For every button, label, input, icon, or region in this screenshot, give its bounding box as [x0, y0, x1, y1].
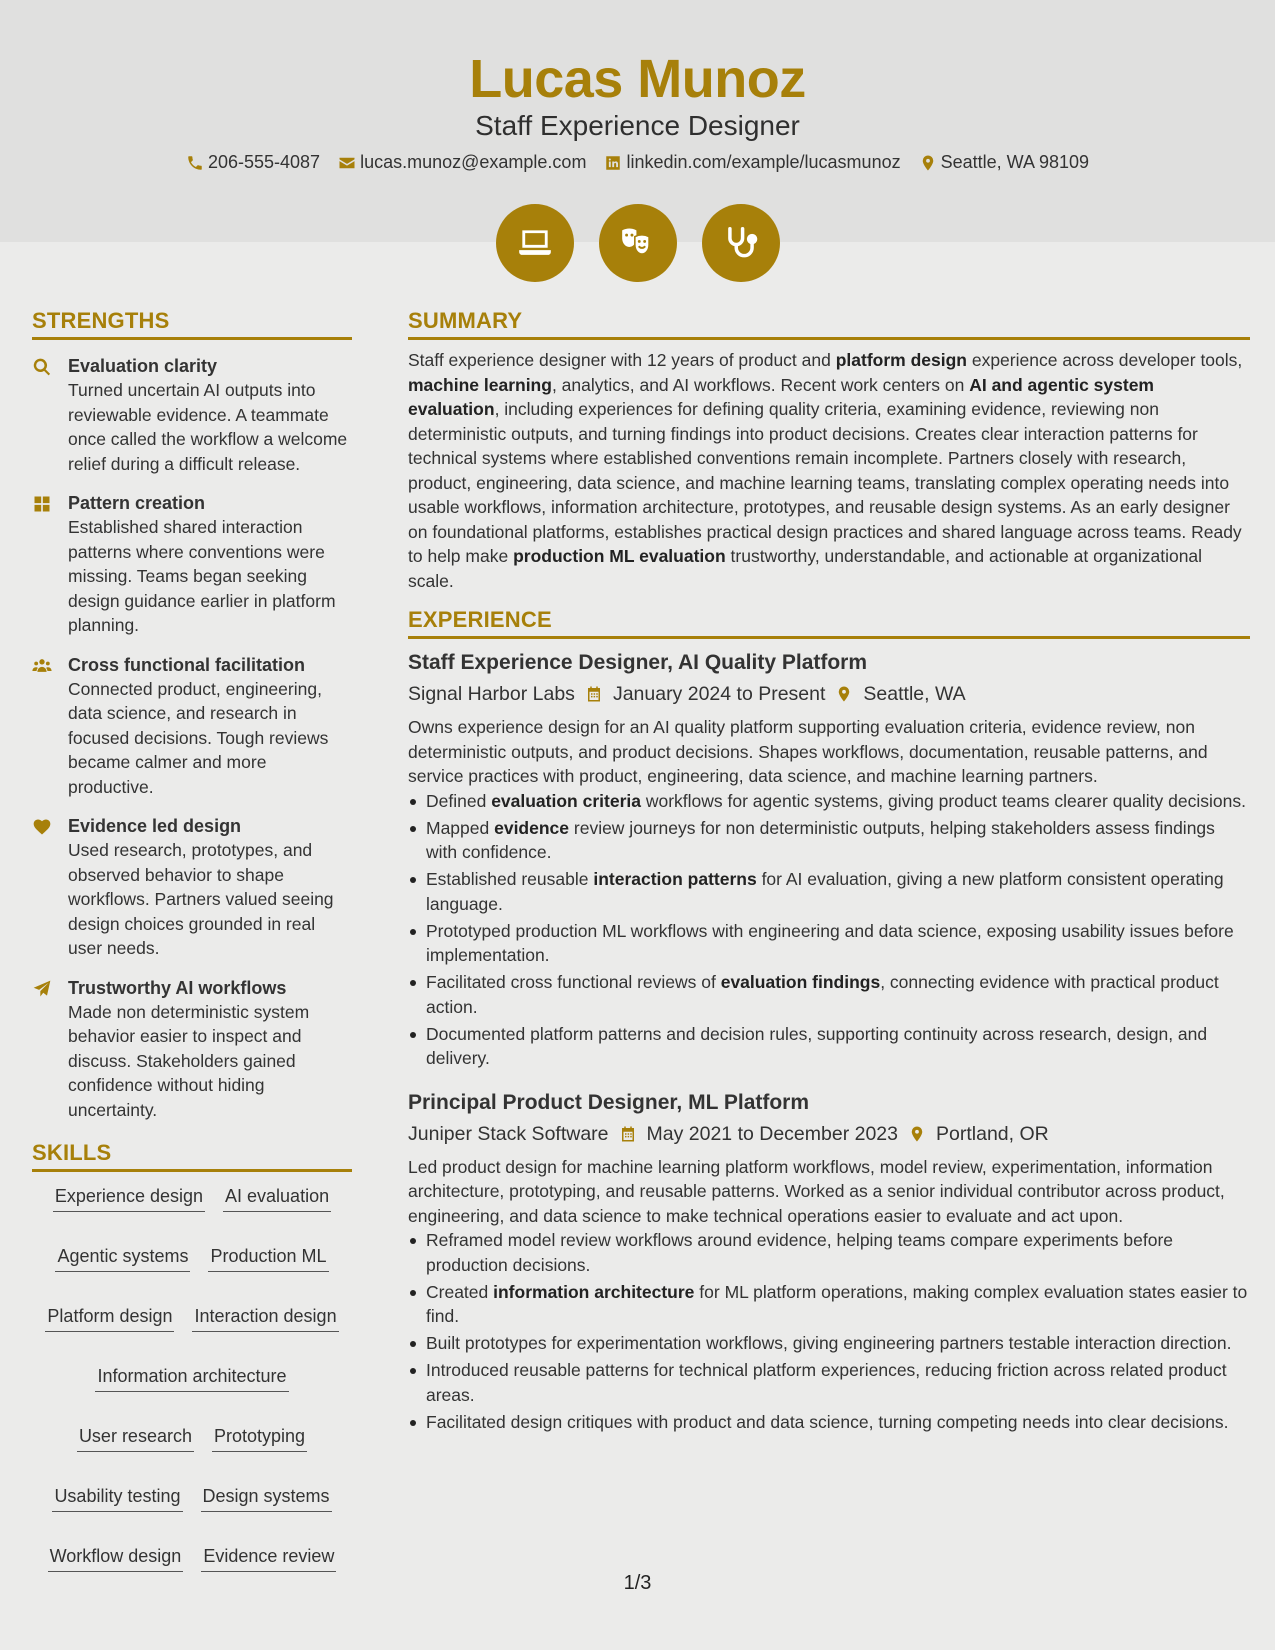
bullet-item	[408, 867, 1250, 916]
job-meta	[408, 1121, 1250, 1147]
bullet-item	[408, 1358, 1250, 1407]
text-run: Introduced reusable patterns for technical platform experiences, reducing friction across related product areas.	[426, 1360, 1227, 1405]
text-run: Mapped	[426, 817, 495, 838]
text-run: experience across developer tools,	[966, 350, 1243, 370]
experience-section	[408, 607, 1250, 1434]
candidate-name: Lucas Munoz	[469, 49, 806, 109]
job-meta	[408, 681, 1250, 707]
skill-tag: Platform design	[45, 1304, 174, 1332]
text-run: workflows for agentic systems, giving product teams clearer quality decisions.	[640, 790, 1246, 811]
skill-tag: User research	[77, 1424, 194, 1452]
theater-masks-icon	[619, 224, 657, 262]
text-run: for ML platform operations, making complex evaluation states easier to find.	[426, 1281, 1248, 1326]
strength-desc: Made non deterministic system behavior easier to inspect and discuss. Stakeholders gained confidence without hiding uncertainty.	[68, 1001, 310, 1120]
job-location: Portland, OR	[936, 1122, 1049, 1145]
text-run: Created	[426, 1281, 494, 1302]
job-entry	[408, 1089, 1250, 1435]
emphasis-text: AI and agentic system evaluation	[408, 374, 1154, 419]
bullet-item	[408, 789, 1250, 814]
job-description: Owns experience design for an AI quality platform supporting evaluation criteria, evidence review, non deterministic outputs, and product decisions. Shapes workflows, documentation, reusable patterns, and service practices with product, engineering, data science, and machine learning partners.	[408, 717, 1208, 786]
strength-title: Evaluation clarity	[68, 356, 218, 376]
strength-title: Evidence led design	[68, 816, 242, 836]
contact-email[interactable]	[338, 152, 586, 173]
bullet-item	[408, 919, 1250, 968]
page-number: 1/3	[623, 1572, 652, 1594]
contact-text: lucas.munoz@example.com	[360, 152, 587, 172]
badge-masks	[599, 204, 677, 282]
skill-tag: Information architecture	[95, 1364, 288, 1392]
badge-row	[0, 204, 1275, 282]
emphasis-text: evidence	[494, 817, 570, 838]
section-heading-experience: EXPERIENCE	[408, 607, 1250, 639]
badge-stethoscope	[702, 204, 780, 282]
skill-tag: Workflow design	[48, 1544, 184, 1572]
contact-phone[interactable]	[186, 152, 320, 173]
calendar-icon	[585, 685, 603, 703]
linkedin-icon	[604, 154, 622, 172]
job-bullets	[408, 789, 1250, 1071]
job-location: Seattle, WA	[863, 683, 966, 705]
summary-text	[408, 348, 1250, 593]
job-entry	[408, 649, 1250, 1071]
strengths-section	[32, 308, 352, 1122]
strength-item	[32, 354, 352, 476]
skill-tag: Production ML	[208, 1244, 328, 1272]
job-title: Staff Experience Designer, AI Quality Platform	[408, 651, 868, 674]
strength-desc: Established shared interaction patterns where conventions were missing. Teams began seeking design guidance earlier in platform planning.	[68, 517, 336, 635]
skill-tag: Design systems	[201, 1484, 332, 1512]
strength-desc: Turned uncertain AI outputs into reviewable evidence. A teammate once called the workflow a welcome relief during a difficult release.	[68, 380, 348, 474]
stethoscope-icon	[722, 224, 760, 262]
text-run: review journeys for non deterministic outputs, helping stakeholders assess findings with confidence.	[426, 817, 1215, 862]
job-title: Principal Product Designer, ML Platform	[408, 1090, 810, 1114]
left-column	[32, 308, 352, 1572]
emphasis-text: production ML evaluation	[513, 546, 726, 566]
job-dates: May 2021 to December 2023	[646, 1122, 898, 1145]
users-icon	[32, 656, 52, 676]
contact-linkedin[interactable]	[604, 152, 900, 173]
text-run: Prototyped production ML workflows with engineering and data science, exposing usability issues before implementation.	[426, 920, 1234, 965]
summary-section	[408, 308, 1250, 593]
text-run: Documented platform patterns and decision rules, supporting continuity across research, design, and delivery.	[426, 1023, 1208, 1068]
heart-icon	[32, 817, 52, 837]
skill-tag: Evidence review	[201, 1544, 336, 1572]
calendar-icon	[619, 1125, 637, 1143]
paper-plane-icon	[32, 979, 52, 999]
bullet-item	[408, 970, 1250, 1019]
bullet-item	[408, 1410, 1250, 1435]
bullet-item	[408, 816, 1250, 865]
text-run: , including experiences for defining quality criteria, examining evidence, reviewing non deterministic outputs, and turning findings into product decisions. Creates clear interaction patterns for technical systems where established conventions remain incomplete. Partners closely with research, product, engineering, data science, and machine learning teams, translating complex operating needs into usable workflows, information architecture, prototypes, and reusable design systems. As an early designer on foundational platforms, establishes practical design practices and shared language across teams. Ready to help make	[408, 399, 1242, 566]
contact-bar	[0, 152, 1275, 173]
strength-item	[32, 491, 352, 638]
bullet-item	[408, 1022, 1250, 1071]
skill-tag: Interaction design	[192, 1304, 338, 1332]
text-run: Defined	[426, 790, 492, 811]
bullet-item	[408, 1331, 1250, 1356]
skills-section	[32, 1140, 352, 1572]
candidate-title: Staff Experience Designer	[475, 110, 800, 141]
job-description: Led product design for machine learning platform workflows, model review, experimentation, information architecture, prototyping, and reusable patterns. Worked as a senior individual contributor across product, engineering, and data science to make technical operations easier to evaluate and act upon.	[408, 1156, 1225, 1226]
laptop-code-icon	[516, 224, 554, 262]
emphasis-text: evaluation criteria	[491, 790, 641, 811]
job-company: Juniper Stack Software	[408, 1122, 609, 1145]
email-icon	[338, 154, 356, 172]
contact-text: linkedin.com/example/lucasmunoz	[626, 152, 901, 172]
job-company: Signal Harbor Labs	[408, 683, 575, 705]
location-pin-icon	[919, 154, 937, 172]
skill-tag: Agentic systems	[55, 1244, 190, 1272]
contact-location	[919, 152, 1089, 173]
text-run: Established reusable	[426, 869, 594, 889]
strength-title: Cross functional facilitation	[68, 654, 306, 675]
strength-title: Trustworthy AI workflows	[68, 977, 287, 998]
skills-list	[32, 1184, 352, 1572]
emphasis-text: information architecture	[493, 1281, 695, 1302]
text-run: Built prototypes for experimentation workflows, giving engineering partners testable interaction direction.	[426, 1333, 1232, 1353]
strength-title: Pattern creation	[68, 493, 206, 513]
right-column	[408, 308, 1250, 1437]
bullet-item	[408, 1228, 1250, 1277]
text-run: , connecting evidence with practical product action.	[426, 972, 1219, 1017]
section-heading-summary: SUMMARY	[408, 308, 1250, 340]
skill-tag: Prototyping	[212, 1424, 307, 1452]
search-icon	[32, 357, 52, 377]
contact-text: 206-555-4087	[207, 152, 321, 172]
text-run: for AI evaluation, giving a new platform consistent operating language.	[426, 869, 1224, 914]
emphasis-text: platform design	[835, 350, 967, 370]
emphasis-text: machine learning	[408, 374, 552, 395]
phone-icon	[186, 154, 204, 172]
location-pin-icon	[908, 1125, 926, 1143]
text-run: Facilitated cross functional reviews of	[426, 972, 721, 992]
text-run: Reframed model review workflows around evidence, helping teams compare experiments before production decisions.	[426, 1230, 1174, 1275]
text-run: Staff experience designer with 12 years of product and	[408, 350, 836, 370]
skill-tag: AI evaluation	[223, 1184, 331, 1212]
text-run: Facilitated design critiques with product and data science, turning competing needs into clear decisions.	[426, 1411, 1229, 1432]
text-run: trustworthy, understandable, and actionable at organizational scale.	[408, 546, 1203, 591]
strength-desc: Connected product, engineering, data science, and research in focused decisions. Tough reviews became calmer and more productive.	[68, 678, 329, 797]
job-dates: January 2024 to Present	[612, 683, 826, 705]
emphasis-text: interaction patterns	[593, 869, 757, 889]
emphasis-text: evaluation findings	[720, 972, 881, 992]
grid-icon	[32, 494, 52, 514]
strength-item	[32, 814, 352, 961]
badge-laptop	[496, 204, 574, 282]
skill-tag: Usability testing	[52, 1484, 182, 1512]
strength-item	[32, 976, 352, 1123]
section-heading-skills: SKILLS	[32, 1140, 352, 1172]
section-heading-strengths: STRENGTHS	[32, 308, 352, 340]
location-pin-icon	[835, 685, 853, 703]
strength-item	[32, 653, 352, 800]
strength-desc: Used research, prototypes, and observed behavior to shape workflows. Partners valued seeing design choices grounded in real user needs.	[68, 840, 334, 958]
skill-tag: Experience design	[53, 1184, 205, 1212]
bullet-item	[408, 1280, 1250, 1329]
job-bullets	[408, 1228, 1250, 1434]
text-run: , analytics, and AI workflows. Recent work centers on	[551, 374, 970, 395]
contact-text: Seattle, WA 98109	[940, 152, 1090, 172]
